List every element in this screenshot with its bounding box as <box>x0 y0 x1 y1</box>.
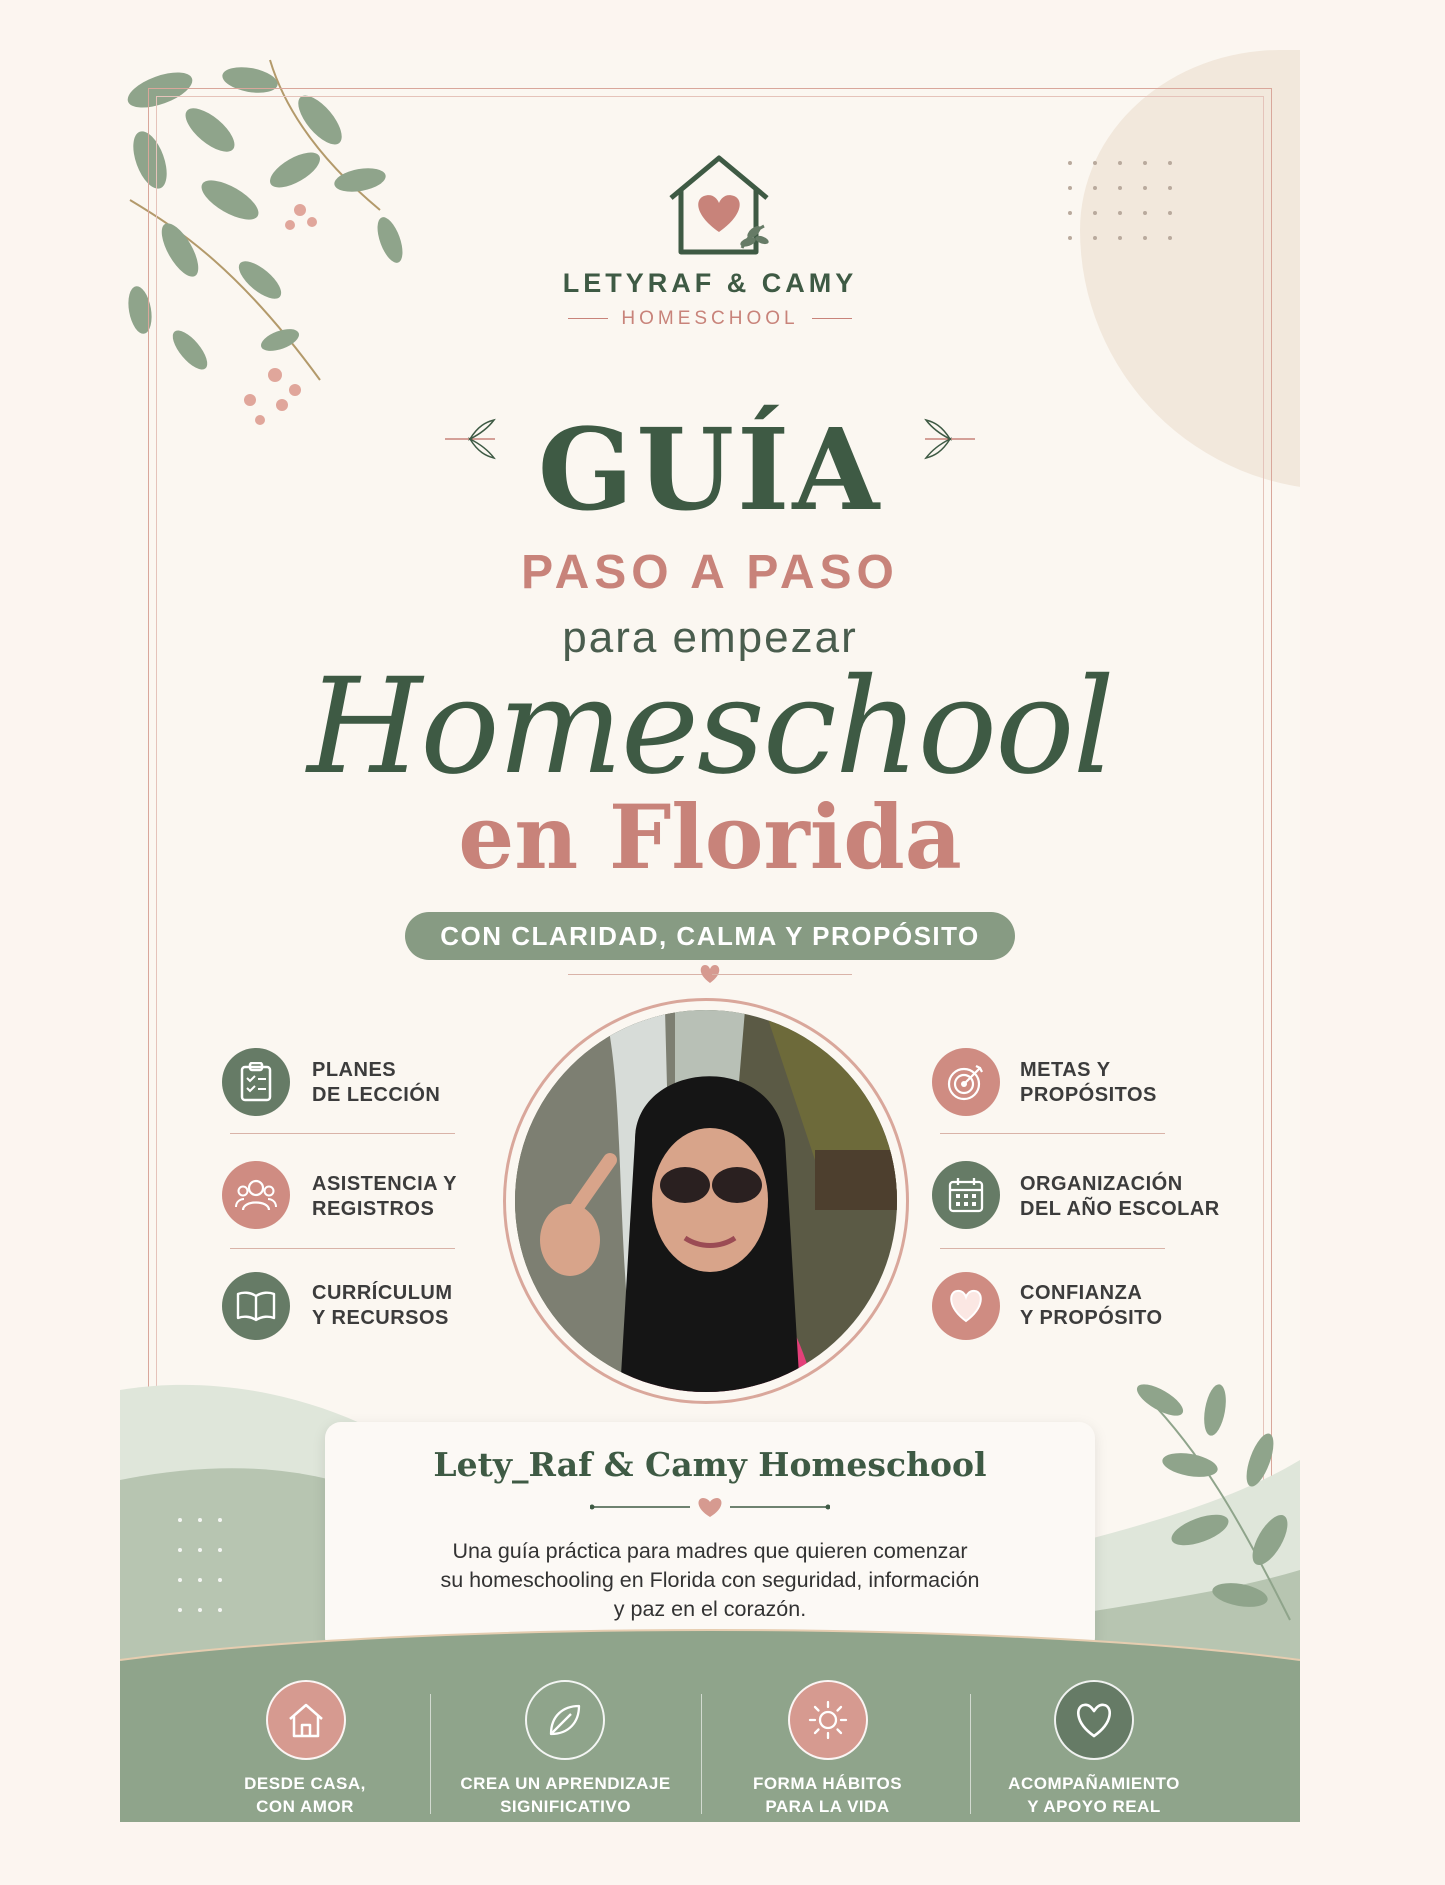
tagline-pill: CON CLARIDAD, CALMA Y PROPÓSITO <box>405 912 1015 960</box>
bottom-icon-support <box>1054 1680 1134 1760</box>
bottom-icon-habits <box>788 1680 868 1760</box>
sun-icon <box>807 1699 849 1741</box>
feature-separator <box>230 1248 455 1249</box>
bottom-icon-home <box>266 1680 346 1760</box>
bottom-separator <box>970 1694 971 1814</box>
brand-subtitle: HOMESCHOOL <box>621 308 799 329</box>
feature-lesson-plans: PLANES DE LECCIÓN <box>312 1059 441 1106</box>
card-title: Lety_Raf & Camy Homeschool <box>433 1445 987 1484</box>
profile-photo <box>515 1010 897 1392</box>
bottom-separator <box>701 1694 702 1814</box>
bottom-separator <box>430 1694 431 1814</box>
people-icon <box>235 1177 277 1213</box>
target-icon <box>946 1062 986 1102</box>
feature-organization: ORGANIZACIÓN DEL AÑO ESCOLAR <box>1020 1173 1220 1220</box>
feature-icon-attendance <box>222 1161 290 1229</box>
bottom-label-learning: CREA UN APRENDIZAJE SIGNIFICATIVO <box>460 1774 671 1816</box>
foliage-bottom-right <box>1120 1370 1300 1630</box>
card-divider-heart-icon <box>590 1496 830 1518</box>
heart-outline-icon <box>1073 1701 1115 1739</box>
house-icon <box>286 1701 326 1739</box>
title-paso-a-paso: PASO A PASO <box>521 546 899 599</box>
feature-curriculum: CURRÍCULUM Y RECURSOS <box>312 1282 453 1329</box>
feature-separator <box>940 1133 1165 1134</box>
feature-separator <box>230 1133 455 1134</box>
leaf-icon <box>545 1700 585 1740</box>
card-description: Una guía práctica para madres que quieren comenzar su homeschooling en Florida con seguridad, información y paz en el corazón. <box>440 1539 980 1621</box>
bottom-label-support: ACOMPAÑAMIENTO Y APOYO REAL <box>1008 1774 1180 1816</box>
brand-divider-right <box>812 318 852 319</box>
feature-attendance: ASISTENCIA Y REGISTROS <box>312 1173 457 1220</box>
feature-icon-organization <box>932 1161 1000 1229</box>
bottom-label-habits: FORMA HÁBITOS PARA LA VIDA <box>752 1774 903 1816</box>
divider-left <box>568 974 708 975</box>
title-guia: GUÍA <box>537 405 883 536</box>
bottom-icon-learning <box>525 1680 605 1760</box>
bottom-label-home: DESDE CASA, CON AMOR <box>244 1774 366 1816</box>
divider-right <box>712 974 852 975</box>
feature-icon-lesson-plans <box>222 1048 290 1116</box>
dot-grid-bottom-left <box>175 1515 235 1615</box>
feature-icon-goals <box>932 1048 1000 1116</box>
house-heart-logo-icon <box>656 150 782 260</box>
clipboard-checklist-icon <box>238 1062 274 1102</box>
feature-separator <box>940 1248 1165 1249</box>
feature-confidence: CONFIANZA Y PROPÓSITO <box>1020 1282 1163 1329</box>
title-en-florida: en Florida <box>458 785 962 889</box>
title-para-empezar: para empezar <box>562 613 858 662</box>
poster <box>120 50 1300 1822</box>
feature-goals: METAS Y PROPÓSITOS <box>1020 1059 1157 1106</box>
brand-name: LETYRAF & CAMY <box>562 268 858 298</box>
calendar-icon <box>947 1176 985 1214</box>
title-homeschool: Homeschool <box>307 650 1113 804</box>
